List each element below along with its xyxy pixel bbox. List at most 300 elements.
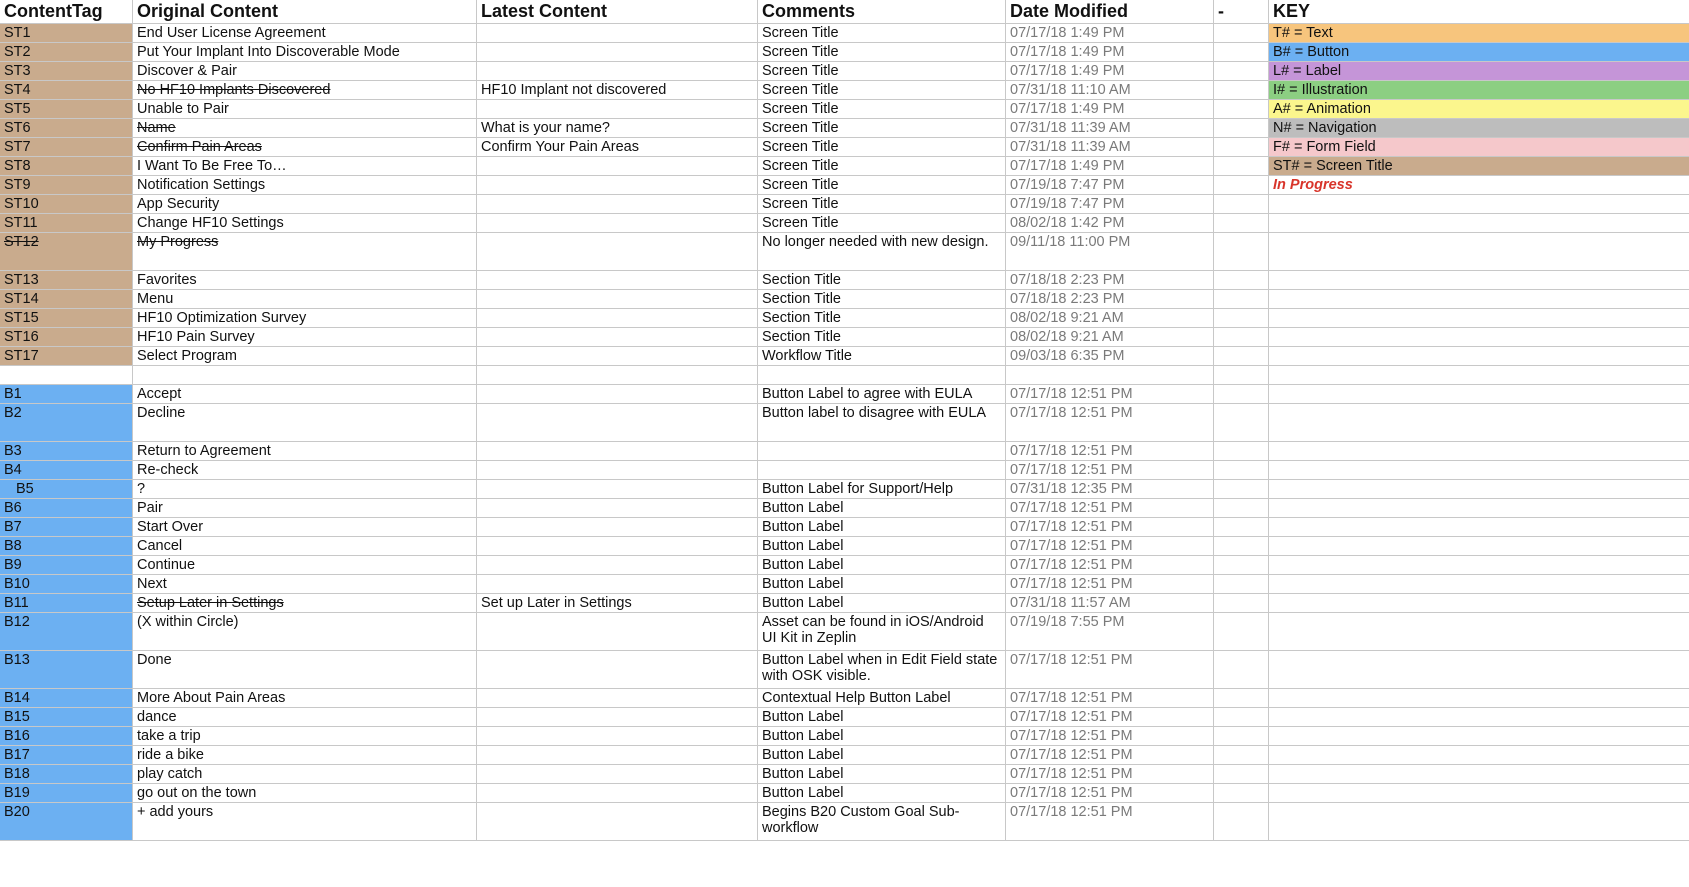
date-modified-cell[interactable]: 07/18/18 2:23 PM	[1006, 290, 1214, 308]
comments-cell[interactable]: Button Label	[758, 499, 1006, 517]
content-tag-cell[interactable]: B19	[0, 784, 133, 802]
comments-cell[interactable]: Section Title	[758, 271, 1006, 289]
latest-content-cell[interactable]	[477, 347, 758, 365]
content-tag-cell[interactable]: ST12	[0, 233, 133, 270]
original-content-cell[interactable]: I Want To Be Free To…	[133, 157, 477, 175]
table-row	[0, 404, 1689, 442]
content-tag-cell[interactable]: B16	[0, 727, 133, 745]
key-cell[interactable]	[1269, 328, 1689, 346]
latest-content-cell[interactable]	[477, 43, 758, 61]
latest-content-cell[interactable]	[477, 537, 758, 555]
table-row	[0, 537, 1689, 556]
date-modified-cell[interactable]: 07/31/18 11:10 AM	[1006, 81, 1214, 99]
content-tag-cell[interactable]: ST10	[0, 195, 133, 213]
original-content-cell[interactable]: Decline	[133, 404, 477, 441]
key-cell[interactable]	[1269, 689, 1689, 707]
comments-cell[interactable]: Button label to disagree with EULA	[758, 404, 1006, 441]
original-content-cell[interactable]: Confirm Pain Areas	[133, 138, 477, 156]
dash-cell[interactable]	[1214, 575, 1269, 593]
table-row	[0, 765, 1689, 784]
dash-cell[interactable]	[1214, 784, 1269, 802]
comments-cell[interactable]: Button Label	[758, 518, 1006, 536]
date-modified-cell[interactable]: 09/03/18 6:35 PM	[1006, 347, 1214, 365]
comments-cell[interactable]	[758, 366, 1006, 384]
comments-cell[interactable]: Button Label	[758, 727, 1006, 745]
latest-content-cell[interactable]	[477, 233, 758, 270]
date-modified-cell[interactable]: 07/17/18 12:51 PM	[1006, 784, 1214, 802]
dash-cell[interactable]	[1214, 62, 1269, 80]
content-tag-cell[interactable]: B2	[0, 404, 133, 441]
dash-cell[interactable]	[1214, 803, 1269, 840]
latest-content-cell[interactable]	[477, 746, 758, 764]
content-tag-cell[interactable]: ST4	[0, 81, 133, 99]
dash-cell[interactable]	[1214, 404, 1269, 441]
table-row	[0, 708, 1689, 727]
table-row	[0, 689, 1689, 708]
latest-content-cell[interactable]: HF10 Implant not discovered	[477, 81, 758, 99]
key-cell[interactable]	[1269, 309, 1689, 327]
comments-cell[interactable]: Screen Title	[758, 81, 1006, 99]
date-modified-cell[interactable]: 07/17/18 12:51 PM	[1006, 803, 1214, 840]
original-content-cell[interactable]	[133, 366, 477, 384]
original-content-cell[interactable]: Select Program	[133, 347, 477, 365]
date-modified-cell[interactable]: 07/17/18 12:51 PM	[1006, 385, 1214, 403]
key-cell[interactable]	[1269, 613, 1689, 650]
original-content-cell[interactable]: dance	[133, 708, 477, 726]
key-cell[interactable]	[1269, 404, 1689, 441]
latest-content-cell[interactable]	[477, 461, 758, 479]
original-content-cell[interactable]: My Progress	[133, 233, 477, 270]
key-cell[interactable]: F# = Form Field	[1269, 138, 1689, 156]
table-row	[0, 499, 1689, 518]
key-cell[interactable]	[1269, 385, 1689, 403]
date-modified-cell[interactable]: 07/17/18 12:51 PM	[1006, 746, 1214, 764]
dash-cell[interactable]	[1214, 708, 1269, 726]
original-content-cell[interactable]: Put Your Implant Into Discoverable Mode	[133, 43, 477, 61]
original-content-cell[interactable]: Unable to Pair	[133, 100, 477, 118]
comments-cell[interactable]: Button Label	[758, 746, 1006, 764]
date-modified-cell[interactable]: 07/17/18 12:51 PM	[1006, 651, 1214, 688]
table-row	[0, 271, 1689, 290]
content-tag-cell[interactable]: ST14	[0, 290, 133, 308]
table-row	[0, 385, 1689, 404]
latest-content-cell[interactable]	[477, 100, 758, 118]
comments-cell[interactable]: Section Title	[758, 328, 1006, 346]
dash-cell[interactable]	[1214, 556, 1269, 574]
key-cell[interactable]: B# = Button	[1269, 43, 1689, 61]
latest-content-cell[interactable]	[477, 518, 758, 536]
key-cell[interactable]	[1269, 442, 1689, 460]
dash-cell[interactable]	[1214, 176, 1269, 194]
comments-cell[interactable]: Screen Title	[758, 43, 1006, 61]
content-tag-cell[interactable]: ST7	[0, 138, 133, 156]
date-modified-cell[interactable]: 07/17/18 12:51 PM	[1006, 556, 1214, 574]
date-modified-cell[interactable]: 07/19/18 7:47 PM	[1006, 195, 1214, 213]
original-content-cell[interactable]: Discover & Pair	[133, 62, 477, 80]
original-content-cell[interactable]: (X within Circle)	[133, 613, 477, 650]
latest-content-cell[interactable]	[477, 727, 758, 745]
comments-cell[interactable]: Button Label for Support/Help	[758, 480, 1006, 498]
original-content-cell[interactable]: No HF10 Implants Discovered	[133, 81, 477, 99]
comments-cell[interactable]: Button Label	[758, 765, 1006, 783]
content-tag-cell[interactable]: ST11	[0, 214, 133, 232]
comments-cell[interactable]: Contextual Help Button Label	[758, 689, 1006, 707]
comments-cell[interactable]: Screen Title	[758, 100, 1006, 118]
content-tag-cell[interactable]: ST9	[0, 176, 133, 194]
original-content-cell[interactable]: App Security	[133, 195, 477, 213]
date-modified-cell[interactable]	[1006, 366, 1214, 384]
comments-cell[interactable]	[758, 461, 1006, 479]
latest-content-cell[interactable]	[477, 803, 758, 840]
date-modified-cell[interactable]: 07/31/18 11:39 AM	[1006, 119, 1214, 137]
comments-cell[interactable]: Begins B20 Custom Goal Sub-workflow	[758, 803, 1006, 840]
latest-content-cell[interactable]	[477, 784, 758, 802]
date-modified-cell[interactable]: 07/17/18 12:51 PM	[1006, 575, 1214, 593]
dash-cell[interactable]	[1214, 347, 1269, 365]
date-modified-cell[interactable]: 07/17/18 12:51 PM	[1006, 765, 1214, 783]
dash-cell[interactable]	[1214, 461, 1269, 479]
original-content-cell[interactable]: More About Pain Areas	[133, 689, 477, 707]
key-cell[interactable]	[1269, 518, 1689, 536]
original-content-cell[interactable]: Return to Agreement	[133, 442, 477, 460]
date-modified-cell[interactable]: 08/02/18 9:21 AM	[1006, 328, 1214, 346]
key-cell[interactable]	[1269, 537, 1689, 555]
key-cell[interactable]	[1269, 347, 1689, 365]
content-tag-cell[interactable]: B20	[0, 803, 133, 840]
dash-cell[interactable]	[1214, 328, 1269, 346]
latest-content-cell[interactable]: Confirm Your Pain Areas	[477, 138, 758, 156]
date-modified-cell[interactable]: 07/17/18 1:49 PM	[1006, 100, 1214, 118]
original-content-cell[interactable]: take a trip	[133, 727, 477, 745]
latest-content-cell[interactable]	[477, 366, 758, 384]
dash-cell[interactable]	[1214, 81, 1269, 99]
content-tag-cell[interactable]: ST3	[0, 62, 133, 80]
header-content-tag[interactable]: ContentTag	[0, 0, 133, 23]
latest-content-cell[interactable]	[477, 195, 758, 213]
content-tag-cell[interactable]: B6	[0, 499, 133, 517]
comments-cell[interactable]: Workflow Title	[758, 347, 1006, 365]
original-content-cell[interactable]: Menu	[133, 290, 477, 308]
original-content-cell[interactable]: play catch	[133, 765, 477, 783]
latest-content-cell[interactable]: What is your name?	[477, 119, 758, 137]
key-cell[interactable]	[1269, 480, 1689, 498]
comments-cell[interactable]: Screen Title	[758, 24, 1006, 42]
dash-cell[interactable]	[1214, 442, 1269, 460]
header-comments[interactable]: Comments	[758, 0, 1006, 23]
table-row	[0, 43, 1689, 62]
content-tag-cell[interactable]: ST17	[0, 347, 133, 365]
dash-cell[interactable]	[1214, 309, 1269, 327]
original-content-cell[interactable]: End User License Agreement	[133, 24, 477, 42]
key-cell[interactable]	[1269, 765, 1689, 783]
dash-cell[interactable]	[1214, 651, 1269, 688]
date-modified-cell[interactable]: 07/17/18 12:51 PM	[1006, 404, 1214, 441]
content-tag-cell[interactable]: ST13	[0, 271, 133, 289]
key-cell[interactable]	[1269, 290, 1689, 308]
content-tag-cell[interactable]	[0, 366, 133, 384]
dash-cell[interactable]	[1214, 195, 1269, 213]
key-cell[interactable]	[1269, 461, 1689, 479]
latest-content-cell[interactable]	[477, 176, 758, 194]
original-content-cell[interactable]: Re-check	[133, 461, 477, 479]
dash-cell[interactable]	[1214, 214, 1269, 232]
latest-content-cell[interactable]	[477, 309, 758, 327]
date-modified-cell[interactable]: 07/19/18 7:55 PM	[1006, 613, 1214, 650]
table-row	[0, 24, 1689, 43]
content-tag-cell[interactable]: ST1	[0, 24, 133, 42]
content-tag-cell[interactable]: B18	[0, 765, 133, 783]
latest-content-cell[interactable]	[477, 442, 758, 460]
key-cell[interactable]	[1269, 727, 1689, 745]
content-tag-cell[interactable]: B11	[0, 594, 133, 612]
comments-cell[interactable]: Button Label	[758, 556, 1006, 574]
latest-content-cell[interactable]	[477, 214, 758, 232]
latest-content-cell[interactable]	[477, 708, 758, 726]
content-tag-cell[interactable]: B1	[0, 385, 133, 403]
original-content-cell[interactable]: Next	[133, 575, 477, 593]
key-cell[interactable]: A# = Animation	[1269, 100, 1689, 118]
table-row	[0, 803, 1689, 841]
original-content-cell[interactable]: ride a bike	[133, 746, 477, 764]
comments-cell[interactable]: Button Label when in Edit Field state with OSK visible.	[758, 651, 1006, 688]
key-cell[interactable]: T# = Text	[1269, 24, 1689, 42]
latest-content-cell[interactable]	[477, 157, 758, 175]
dash-cell[interactable]	[1214, 43, 1269, 61]
date-modified-cell[interactable]: 07/17/18 12:51 PM	[1006, 461, 1214, 479]
key-cell[interactable]: L# = Label	[1269, 62, 1689, 80]
content-tag-cell[interactable]: B13	[0, 651, 133, 688]
dash-cell[interactable]	[1214, 518, 1269, 536]
comments-cell[interactable]: Screen Title	[758, 62, 1006, 80]
header-date-modified[interactable]: Date Modified	[1006, 0, 1214, 23]
latest-content-cell[interactable]	[477, 499, 758, 517]
date-modified-cell[interactable]: 07/17/18 1:49 PM	[1006, 43, 1214, 61]
table-row	[0, 309, 1689, 328]
dash-cell[interactable]	[1214, 727, 1269, 745]
key-cell[interactable]	[1269, 784, 1689, 802]
table-row	[0, 575, 1689, 594]
date-modified-cell[interactable]: 08/02/18 1:42 PM	[1006, 214, 1214, 232]
key-cell[interactable]	[1269, 594, 1689, 612]
header-latest-content[interactable]: Latest Content	[477, 0, 758, 23]
original-content-cell[interactable]: go out on the town	[133, 784, 477, 802]
table-row	[0, 157, 1689, 176]
original-content-cell[interactable]: Favorites	[133, 271, 477, 289]
comments-cell[interactable]: Button Label	[758, 575, 1006, 593]
date-modified-cell[interactable]: 07/17/18 1:49 PM	[1006, 24, 1214, 42]
comments-cell[interactable]: Screen Title	[758, 138, 1006, 156]
original-content-cell[interactable]: Name	[133, 119, 477, 137]
comments-cell[interactable]: Button Label	[758, 708, 1006, 726]
latest-content-cell[interactable]	[477, 689, 758, 707]
latest-content-cell[interactable]	[477, 480, 758, 498]
date-modified-cell[interactable]: 07/17/18 12:51 PM	[1006, 537, 1214, 555]
dash-cell[interactable]	[1214, 689, 1269, 707]
dash-cell[interactable]	[1214, 119, 1269, 137]
content-tag-cell[interactable]: ST15	[0, 309, 133, 327]
header-key[interactable]: KEY	[1273, 1, 1311, 21]
latest-content-cell[interactable]	[477, 765, 758, 783]
comments-cell[interactable]: Screen Title	[758, 119, 1006, 137]
dash-cell[interactable]	[1214, 480, 1269, 498]
latest-content-cell[interactable]	[477, 328, 758, 346]
date-modified-cell[interactable]: 07/17/18 12:51 PM	[1006, 727, 1214, 745]
key-cell[interactable]	[1269, 195, 1689, 213]
dash-cell[interactable]	[1214, 233, 1269, 270]
key-cell[interactable]: I# = Illustration	[1269, 81, 1689, 99]
dash-cell[interactable]	[1214, 537, 1269, 555]
content-tag-cell[interactable]: B12	[0, 613, 133, 650]
key-cell[interactable]	[1269, 499, 1689, 517]
original-content-cell[interactable]: HF10 Optimization Survey	[133, 309, 477, 327]
original-content-cell[interactable]: Setup Later in Settings	[133, 594, 477, 612]
date-modified-cell[interactable]: 07/19/18 7:47 PM	[1006, 176, 1214, 194]
key-cell[interactable]	[1269, 803, 1689, 840]
comments-cell[interactable]: Section Title	[758, 309, 1006, 327]
original-content-cell[interactable]: Continue	[133, 556, 477, 574]
table-row	[0, 347, 1689, 366]
comments-cell[interactable]: Button Label	[758, 594, 1006, 612]
latest-content-cell[interactable]	[477, 651, 758, 688]
content-tag-cell[interactable]: B5	[0, 480, 133, 498]
comments-cell[interactable]: No longer needed with new design.	[758, 233, 1006, 270]
latest-content-cell[interactable]	[477, 62, 758, 80]
table-row	[0, 784, 1689, 803]
comments-cell[interactable]: Screen Title	[758, 176, 1006, 194]
content-tag-cell[interactable]: B15	[0, 708, 133, 726]
original-content-cell[interactable]: Change HF10 Settings	[133, 214, 477, 232]
dash-cell[interactable]	[1214, 594, 1269, 612]
key-cell[interactable]: ST# = Screen Title	[1269, 157, 1689, 175]
table-row	[0, 176, 1689, 195]
date-modified-cell[interactable]: 07/17/18 1:49 PM	[1006, 157, 1214, 175]
key-cell[interactable]: N# = Navigation	[1269, 119, 1689, 137]
table-row	[0, 461, 1689, 480]
key-cell[interactable]	[1269, 271, 1689, 289]
date-modified-cell[interactable]: 07/17/18 12:51 PM	[1006, 518, 1214, 536]
key-cell[interactable]	[1269, 214, 1689, 232]
comments-cell[interactable]	[758, 442, 1006, 460]
latest-content-cell[interactable]	[477, 613, 758, 650]
original-content-cell[interactable]: Start Over	[133, 518, 477, 536]
original-content-cell[interactable]: Pair	[133, 499, 477, 517]
original-content-cell[interactable]: Cancel	[133, 537, 477, 555]
latest-content-cell[interactable]	[477, 556, 758, 574]
latest-content-cell[interactable]	[477, 271, 758, 289]
header-dash[interactable]: -	[1214, 0, 1269, 23]
key-cell[interactable]	[1269, 746, 1689, 764]
comments-cell[interactable]: Button Label to agree with EULA	[758, 385, 1006, 403]
content-tag-cell[interactable]: ST5	[0, 100, 133, 118]
key-cell[interactable]	[1269, 556, 1689, 574]
dash-cell[interactable]	[1214, 765, 1269, 783]
latest-content-cell[interactable]: Set up Later in Settings	[477, 594, 758, 612]
content-tag-cell[interactable]: B9	[0, 556, 133, 574]
dash-cell[interactable]	[1214, 499, 1269, 517]
table-row	[0, 100, 1689, 119]
key-cell[interactable]	[1269, 708, 1689, 726]
comments-cell[interactable]: Button Label	[758, 537, 1006, 555]
dash-cell[interactable]	[1214, 157, 1269, 175]
dash-cell[interactable]	[1214, 138, 1269, 156]
date-modified-cell[interactable]: 07/31/18 11:39 AM	[1006, 138, 1214, 156]
content-tag-cell[interactable]: B17	[0, 746, 133, 764]
date-modified-cell[interactable]: 07/17/18 12:51 PM	[1006, 499, 1214, 517]
content-tag-cell[interactable]: B8	[0, 537, 133, 555]
date-modified-cell[interactable]: 07/17/18 12:51 PM	[1006, 442, 1214, 460]
latest-content-cell[interactable]	[477, 24, 758, 42]
dash-cell[interactable]	[1214, 746, 1269, 764]
dash-cell[interactable]	[1214, 613, 1269, 650]
date-modified-cell[interactable]: 08/02/18 9:21 AM	[1006, 309, 1214, 327]
original-content-cell[interactable]: + add yours	[133, 803, 477, 840]
dash-cell[interactable]	[1214, 366, 1269, 384]
table-row	[0, 328, 1689, 347]
dash-cell[interactable]	[1214, 271, 1269, 289]
content-tag-cell[interactable]: B7	[0, 518, 133, 536]
latest-content-cell[interactable]	[477, 575, 758, 593]
latest-content-cell[interactable]	[477, 404, 758, 441]
date-modified-cell[interactable]: 09/11/18 11:00 PM	[1006, 233, 1214, 270]
content-tag-cell[interactable]: B14	[0, 689, 133, 707]
original-content-cell[interactable]: HF10 Pain Survey	[133, 328, 477, 346]
key-cell[interactable]	[1269, 366, 1689, 384]
comments-cell[interactable]: Screen Title	[758, 157, 1006, 175]
in-progress-label[interactable]: In Progress	[1273, 177, 1353, 193]
dash-cell[interactable]	[1214, 100, 1269, 118]
comments-cell[interactable]: Screen Title	[758, 195, 1006, 213]
date-modified-cell[interactable]: 07/31/18 11:57 AM	[1006, 594, 1214, 612]
comments-cell[interactable]: Button Label	[758, 784, 1006, 802]
table-row	[0, 613, 1689, 651]
original-content-cell[interactable]: ?	[133, 480, 477, 498]
content-tag-cell[interactable]: ST8	[0, 157, 133, 175]
table-row	[0, 81, 1689, 100]
content-tag-cell[interactable]: ST2	[0, 43, 133, 61]
comments-cell[interactable]: Screen Title	[758, 214, 1006, 232]
comments-cell[interactable]: Asset can be found in iOS/Android UI Kit in Zeplin	[758, 613, 1006, 650]
latest-content-cell[interactable]	[477, 385, 758, 403]
original-content-cell[interactable]: Accept	[133, 385, 477, 403]
table-row	[0, 290, 1689, 309]
original-content-cell[interactable]: Done	[133, 651, 477, 688]
content-tag-cell[interactable]: B10	[0, 575, 133, 593]
table-row	[0, 480, 1689, 499]
date-modified-cell[interactable]: 07/18/18 2:23 PM	[1006, 271, 1214, 289]
content-tag-cell[interactable]: ST16	[0, 328, 133, 346]
dash-cell[interactable]	[1214, 24, 1269, 42]
key-cell[interactable]	[1269, 651, 1689, 688]
latest-content-cell[interactable]	[477, 290, 758, 308]
dash-cell[interactable]	[1214, 290, 1269, 308]
comments-cell[interactable]: Section Title	[758, 290, 1006, 308]
date-modified-cell[interactable]: 07/17/18 1:49 PM	[1006, 62, 1214, 80]
content-tag-cell[interactable]: B4	[0, 461, 133, 479]
table-row	[0, 195, 1689, 214]
original-content-cell[interactable]: Notification Settings	[133, 176, 477, 194]
key-cell[interactable]	[1269, 233, 1689, 270]
content-tag-cell[interactable]: ST6	[0, 119, 133, 137]
content-tag-cell[interactable]: B3	[0, 442, 133, 460]
header-original-content[interactable]: Original Content	[133, 0, 477, 23]
date-modified-cell[interactable]: 07/31/18 12:35 PM	[1006, 480, 1214, 498]
table-row	[0, 651, 1689, 689]
key-cell[interactable]	[1269, 575, 1689, 593]
date-modified-cell[interactable]: 07/17/18 12:51 PM	[1006, 689, 1214, 707]
date-modified-cell[interactable]: 07/17/18 12:51 PM	[1006, 708, 1214, 726]
table-row	[0, 594, 1689, 613]
dash-cell[interactable]	[1214, 385, 1269, 403]
